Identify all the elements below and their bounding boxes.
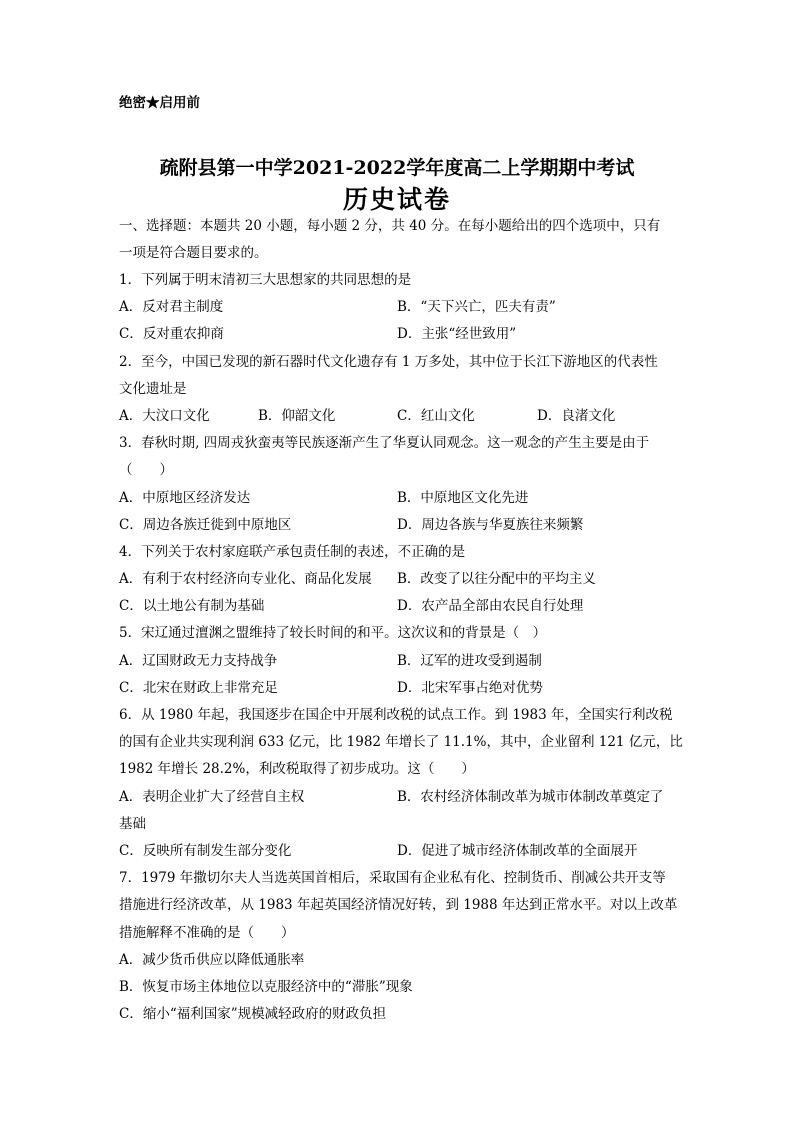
q6-option-c: C．反映所有制发生部分变化 xyxy=(119,843,292,859)
q6-option-a: A．表明企业扩大了经营自主权 xyxy=(119,789,305,805)
secret-mark: 绝密★启用前 xyxy=(119,95,200,111)
q2-stem-line1: 2．至今，中国已发现的新石器时代文化遗存有 1 万多处，其中位于长江下游地区的代表性 xyxy=(119,354,658,370)
q5-option-b: B．辽军的进攻受到遏制 xyxy=(397,653,542,669)
q7-option-c: C．缩小“福利国家”规模减轻政府的财政负担 xyxy=(119,1006,387,1022)
section-instruction-line2: 一项是符合题目要求的。 xyxy=(119,245,268,261)
q3-stem-line2: （ ） xyxy=(119,462,173,478)
q4-option-d: D．农产品全部由农民自行处理 xyxy=(397,598,584,614)
q7-option-b: B．恢复市场主体地位以克服经济中的“滞胀”现象 xyxy=(119,979,413,995)
q4-option-c: C．以土地公有制为基础 xyxy=(119,598,265,614)
q6-stem-line2: 的国有企业共实现利润 633 亿元，比 1982 年增长了 11.1%，其中，企业留利 121 亿元，比 xyxy=(119,734,683,750)
q6-option-b: B．农村经济体制改革为城市体制改革奠定了 xyxy=(397,789,664,805)
q1-option-b: B．“天下兴亡，匹夫有责” xyxy=(397,299,556,315)
school-title: 疏附县第一中学2021-2022学年度高二上学期期中考试 xyxy=(159,157,635,179)
q6-stem-line1: 6．从 1980 年起，我国逐步在国企中开展利改税的试点工作。到 1983 年，全国实行利改税 xyxy=(119,707,673,723)
subject-title: 历史试卷 xyxy=(342,185,451,214)
q5-option-d: D．北宋军事占绝对优势 xyxy=(397,680,543,696)
q7-stem-line3: 措施解释不准确的是（ ） xyxy=(119,925,295,941)
q2-option-b: B．仰韶文化 xyxy=(258,408,336,424)
q4-stem: 4．下列关于农村家庭联产承包责任制的表述，不正确的是 xyxy=(119,544,466,560)
q3-option-a: A．中原地区经济发达 xyxy=(119,490,251,506)
q3-option-b: B．中原地区文化先进 xyxy=(397,490,529,506)
q2-option-d: D．良渚文化 xyxy=(537,408,616,424)
q2-option-a: A．大汶口文化 xyxy=(119,408,210,424)
q2-option-c: C．红山文化 xyxy=(397,408,475,424)
q1-option-a: A．反对君主制度 xyxy=(119,299,224,315)
q5-stem: 5．宋辽通过澶渊之盟维持了较长时间的和平。这次议和的背景是（ ） xyxy=(119,625,547,641)
q6-option-b-continued: 基础 xyxy=(119,816,146,832)
q7-stem-line1: 7．1979 年撒切尔夫人当选英国首相后，采取国有企业私有化、控制货币、削减公共开支等 xyxy=(119,870,666,886)
q3-option-c: C．周边各族迁徙到中原地区 xyxy=(119,517,292,533)
q7-option-a: A．减少货币供应以降低通胀率 xyxy=(119,952,305,968)
q6-stem-line3: 1982 年增长 28.2%，利改税取得了初步成功。这（ ） xyxy=(119,761,475,777)
q1-option-c: C．反对重农抑商 xyxy=(119,326,224,342)
section-instruction-line1: 一、选择题：本题共 20 小题，每小题 2 分，共 40 分。在每小题给出的四个选项中，只有 xyxy=(119,218,661,234)
q6-option-d: D．促进了城市经济体制改革的全面展开 xyxy=(397,843,638,859)
q3-option-d: D．周边各族与华夏族往来频繁 xyxy=(397,517,584,533)
q4-option-b: B．改变了以往分配中的平均主义 xyxy=(397,571,596,587)
q3-stem-line1: 3．春秋时期, 四周戎狄蛮夷等民族逐渐产生了华夏认同观念。这一观念的产生主要是由于 xyxy=(119,435,650,451)
q2-stem-line2: 文化遗址是 xyxy=(119,381,187,397)
q7-stem-line2: 措施进行经济改革，从 1983 年起英国经济情况好转，到 1988 年达到正常水平。对以上改革 xyxy=(119,897,678,913)
q1-stem: 1．下列属于明末清初三大思想家的共同思想的是 xyxy=(119,272,412,288)
q5-option-c: C．北宋在财政上非常充足 xyxy=(119,680,278,696)
q4-option-a: A．有利于农村经济向专业化、商品化发展 xyxy=(119,571,372,587)
q5-option-a: A．辽国财政无力支持战争 xyxy=(119,653,278,669)
q1-option-d: D．主张“经世致用” xyxy=(397,326,517,342)
